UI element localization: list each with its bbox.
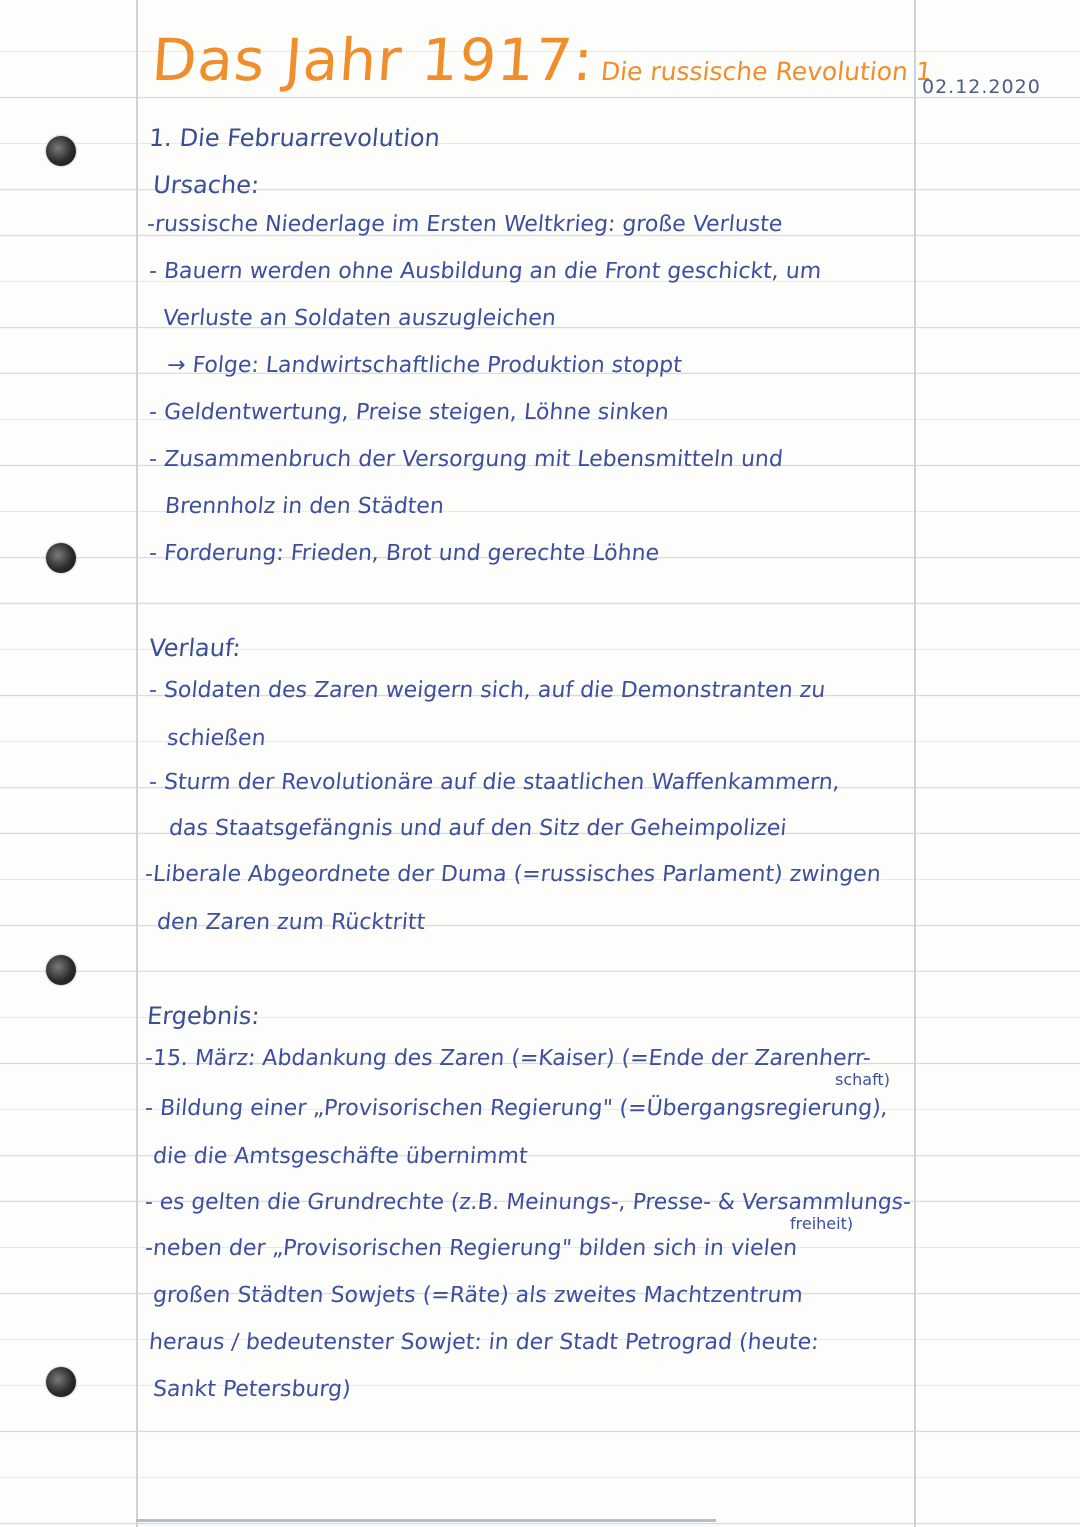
punch-hole xyxy=(46,1367,76,1397)
right-margin-line xyxy=(914,0,916,1527)
text-line: das Staatsgefängnis und auf den Sitz der Geheimpolizei xyxy=(168,816,788,841)
page-date: 02.12.2020 xyxy=(922,76,1041,98)
punch-hole xyxy=(46,136,76,166)
punch-hole xyxy=(46,543,76,573)
text-line: - es gelten die Grundrechte (z.B. Meinungs-, Presse- & Versammlungs- xyxy=(144,1190,912,1215)
ursache-heading: Ursache: xyxy=(152,171,261,199)
title-main: Das Jahr 1917: xyxy=(149,26,597,94)
text-line: Verluste an Soldaten auszugleichen xyxy=(162,306,557,331)
text-line: - Soldaten des Zaren weigern sich, auf die Demonstranten zu xyxy=(148,678,827,703)
text-line: -15. März: Abdankung des Zaren (=Kaiser) (=Ende der Zarenherr- xyxy=(144,1046,872,1071)
title-subtitle: Die russische Revolution 1 xyxy=(599,57,934,86)
page-bottom-edge xyxy=(136,1519,716,1522)
text-line: heraus / bedeutenster Sowjet: in der Stadt Petrograd (heute: xyxy=(148,1330,820,1355)
margin-note: schaft) xyxy=(835,1070,890,1089)
text-line: - Forderung: Frieden, Brot und gerechte Löhne xyxy=(148,541,661,566)
text-line: - Zusammenbruch der Versorgung mit Lebensmitteln und xyxy=(148,447,784,472)
section-heading: 1. Die Februarrevolution xyxy=(148,124,442,152)
text-line: die die Amtsgeschäfte übernimmt xyxy=(152,1144,529,1169)
margin-note: freiheit) xyxy=(790,1214,854,1233)
text-line: - Geldentwertung, Preise steigen, Löhne sinken xyxy=(148,400,670,425)
ergebnis-heading: Ergebnis: xyxy=(146,1002,261,1030)
text-line: -russische Niederlage im Ersten Weltkrieg: große Verluste xyxy=(146,212,784,237)
text-line: -neben der „Provisorischen Regierung" bilden sich in vielen xyxy=(144,1236,799,1261)
text-line: - Bauern werden ohne Ausbildung an die Front geschickt, um xyxy=(148,259,823,284)
text-line: Sankt Petersburg) xyxy=(152,1377,352,1402)
text-line: den Zaren zum Rücktritt xyxy=(156,910,427,935)
verlauf-heading: Verlauf: xyxy=(148,634,242,662)
page-title xyxy=(149,26,934,94)
text-line: - Sturm der Revolutionäre auf die staatlichen Waffenkammern, xyxy=(148,770,841,795)
text-line: Brennholz in den Städten xyxy=(164,494,445,519)
text-line: - Bildung einer „Provisorischen Regierung" (=Übergangsregierung), xyxy=(144,1096,889,1121)
text-line: großen Städten Sowjets (=Räte) als zweites Machtzentrum xyxy=(152,1283,804,1308)
text-line: -Liberale Abgeordnete der Duma (=russisches Parlament) zwingen xyxy=(144,862,882,887)
punch-hole xyxy=(46,955,76,985)
text-line: schießen xyxy=(166,726,267,751)
left-margin-line xyxy=(136,0,138,1527)
text-line: → Folge: Landwirtschaftliche Produktion stoppt xyxy=(166,353,683,378)
